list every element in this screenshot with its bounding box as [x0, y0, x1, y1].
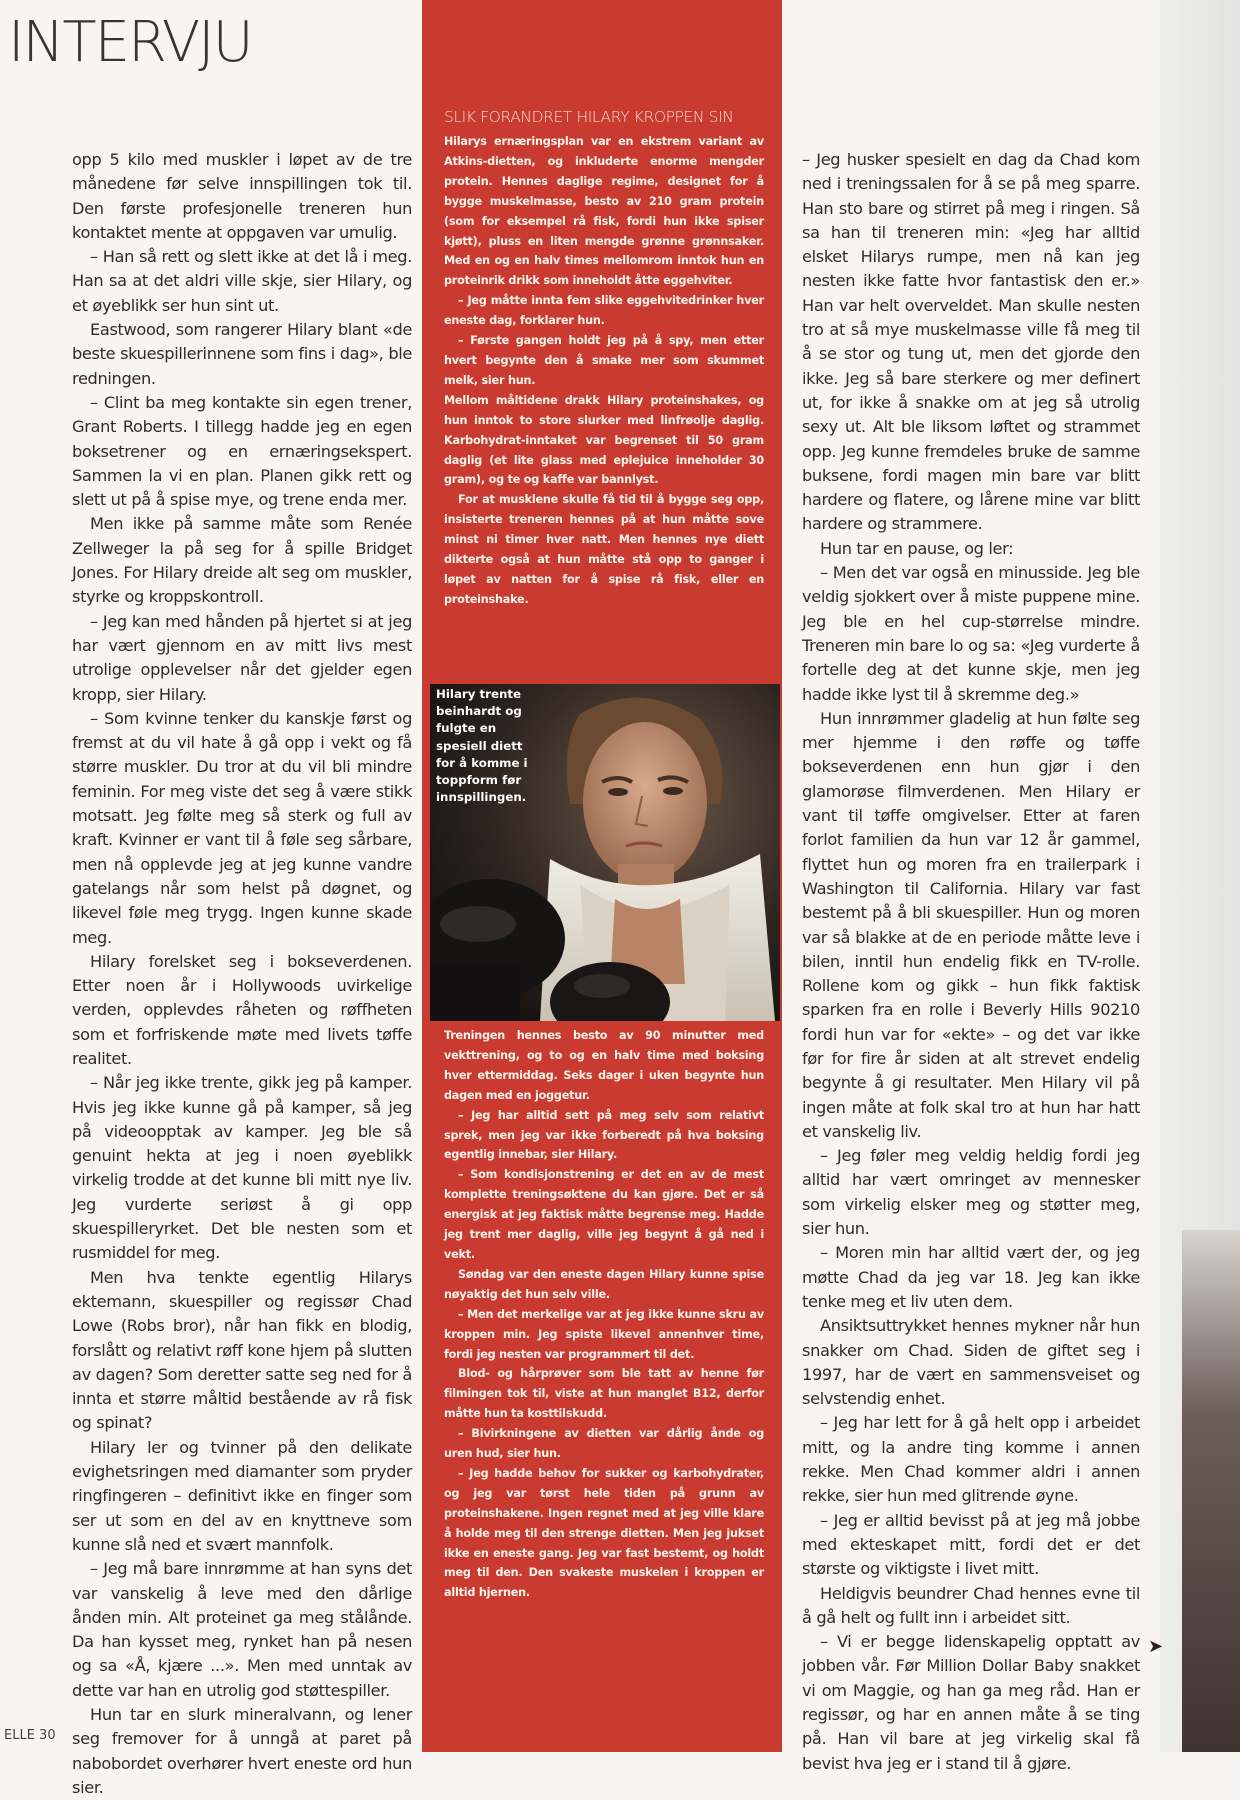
body-paragraph: – Som kvinne tenker du kanskje først og fremst at du vil hate å gå opp i vekt og få større muskler. Du tror at du vil bli mindre feminin. For meg viste det seg å være stikk motsatt. Jeg følte meg så sterk og full av kraft. Kvinner er vant til å føle seg sårbare, men nå opplevde jeg at jeg kunne vandre gatelangs når som helst på døgnet, og likevel føle meg trygg. Ingen kunne skade meg. — [72, 708, 412, 947]
body-paragraph: Hun innrømmer gladelig at hun følte seg mer hjemme i den røffe og tøffe bokseverdenen enn hun gjør i den glamorøse filmverdenen. Men Hilary er vant til tøffe omgivelser. Etter at faren forlot familien da hun var 12 år gammel, flyttet hun og moren fra en trailerpark i Washington til California. Hilary var fast bestemt på å bli skuespiller. Hun og moren var så blakke at de en periode måtte leve i bilen, inntil hun endelig fikk en TV-rolle. Rollene kom og gikk – hun fikk faktisk sparken fra en rolle i Beverly Hills 90210 fordi hun var for «ekte» – og det var ikke før for fire år siden at alt strevet endelig begynte å gi resultater. Men Hilary vil på ingen måte at folk skal tro at hun har hatt et vanskelig liv. — [802, 708, 1140, 1141]
body-paragraph: – Moren min har alltid vært der, og jeg møtte Chad da jeg var 18. Jeg kan ikke tenke meg et liv uten dem. — [802, 1243, 1140, 1311]
body-paragraph: Hun tar en slurk mineralvann, og lener seg fremover for å unngå at paret på nabobordet overhører hvert eneste ord hun sier. — [72, 1705, 412, 1797]
body-paragraph: – Jeg er alltid bevisst på at jeg må jobbe med ekteskapet mitt, fordi det er det største og viktigste i livet mitt. — [802, 1510, 1140, 1579]
body-paragraph: Hilary forelsket seg i bokseverdenen. Etter noen år i Hollywoods uvirkelige verden, opplevdes råheten og røffheten som et forfriskende møte med livets tøffe realitet. — [72, 951, 412, 1068]
sidebar-paragraph: – Jeg måtte innta fem slike eggehvitedrinker hver eneste dag, forklarer hun. — [444, 294, 764, 328]
body-paragraph: – Vi er begge lidenskapelig opptatt av jobben vår. Før Million Dollar Baby snakket vi om Maggie, og han ga meg råd. Han er regissør, og har en annen måte å se ting på. Han vil bare at jeg virkelig skal få bevist hva jeg er i stand til å gjøre. — [802, 1632, 1140, 1773]
right-body-column — [802, 148, 1140, 1776]
body-paragraph: Hilary ler og tvinner på den delikate evighetsringen med diamanter som pryder ringfingeren – definitivt ikke en finger som ser ut som en del av en knyttneve som kunne slå ned et svært mannfolk. — [72, 1437, 412, 1554]
body-paragraph: Eastwood, som rangerer Hilary blant «de beste skuespillerinnene som fins i dag», ble redningen. — [72, 320, 412, 388]
sidebar-paragraph: Mellom måltidene drakk Hilary proteinshakes, og hun inntok to store slurker med linfrøolje daglig. Karbohydrat-inntaket var begrenset til 50 gram daglig (et lite glass med eplejuice inneholder 30 gram), og te og kaffe var bannlyst. — [444, 393, 764, 487]
body-paragraph: – Jeg kan med hånden på hjertet si at jeg har vært gjennom en av mitt livs mest utrolige opplevelser når det gjelder egen kropp, sier Hilary. — [72, 611, 412, 704]
sidebar-top-text — [444, 132, 764, 610]
body-paragraph: opp 5 kilo med muskler i løpet av de tre månedene før selve innspillingen tok til. Den første profesjonelle treneren hun kontaktet mente at oppgaven var umulig. — [72, 150, 412, 242]
body-paragraph: Hun tar en pause, og ler: — [820, 538, 1014, 558]
sidebar-heading: SLIK FORANDRET HILARY KROPPEN SIN — [444, 108, 734, 126]
page-folio: ELLE 30 — [4, 1728, 56, 1743]
adjacent-page-photo-edge — [1182, 1230, 1240, 1752]
body-paragraph: – Jeg husker spesielt en dag da Chad kom ned i treningssalen for å se på meg sparre. Han sto bare og stirret på meg i ringen. Så sa han til treneren min: «Jeg har alltid elsket Hilarys rumpe, men nå kan jeg nesten ikke fatte hvor fantastisk den er.» Han var helt overveldet. Man skulle nesten tro at så mye muskelmasse ville få meg til å se stor og tung ut, men det gjorde den ikke. Jeg så bare sterkere og mer definert ut, for ikke å snakke om at jeg så utrolig sexy ut. Alt ble liksom løftet og strammet opp. Jeg kunne fremdeles bruke de samme buksene, fordi magen min bare var blitt hardere og flatere, og lårene mine var blitt hardere og strammere. — [802, 150, 1140, 534]
body-paragraph: Heldigvis beundrer Chad hennes evne til å gå helt og fullt inn i arbeidet sitt. — [802, 1583, 1140, 1627]
body-paragraph: – Når jeg ikke trente, gikk jeg på kamper. Hvis jeg ikke kunne gå på kamper, så jeg på videoopptak av kamper. Jeg ble så genuint hekta at jeg i noen øyeblikk virkelig trodde at det kunne bli mitt nye liv. Jeg vurderte seriøst å gi opp skuespilleryrket. Det ble nesten som et rusmiddel for meg. — [72, 1073, 412, 1263]
sidebar-paragraph: Treningen hennes besto av 90 minutter med vekttrening, og to og en halv time med boksing hver ettermiddag. Seks dager i uken begynte hun dagen med en joggetur. — [444, 1029, 764, 1102]
body-paragraph: Men hva tenkte egentlig Hilarys ektemann, skuespiller og regissør Chad Lowe (Robs bror), når han fikk en blodig, forslått og relativt røff kone hjem på slutten av dagen? Som deretter satte seg ned for å innta et større måltid bestående av rå fisk og spinat? — [72, 1267, 412, 1433]
sidebar-paragraph: Hilarys ernæringsplan var en ekstrem variant av Atkins-dietten, og inkluderte enorme mengder protein. Hennes daglige regime, designet for å bygge muskelmasse, besto av 210 gram protein (som for eksempel rå fisk, fordi hun ikke spiser kjøtt), pluss en liten mengde grønne grønnsaker. Med en og en halv times mellomrom inntok hun en proteinrik drikk som inneholdt åtte eggehviter. — [444, 135, 764, 288]
body-paragraph: – Han så rett og slett ikke at det lå i meg. Han sa at det aldri ville skje, sier Hilary, og et øyeblikk ser hun sint ut. — [72, 247, 412, 315]
sidebar-paragraph: – Jeg hadde behov for sukker og karbohydrater, og jeg var tørst hele tiden på grunn av proteinshakene. Ingen regnet med at jeg ville klare å holde meg til den strenge dietten. Men jeg jukset ikke en eneste gang. Jeg var fast bestemt, og holdt meg til den. Den svakeste muskelen i kroppen er alltid hjernen. — [444, 1466, 764, 1600]
body-paragraph: Men ikke på samme måte som Renée Zellweger la på seg for å spille Bridget Jones. For Hilary dreide alt seg om muskler, styrke og kroppskontroll. — [72, 514, 412, 607]
sidebar-paragraph: Blod- og hårprøver som ble tatt av henne før filmingen tok til, viste at hun manglet B12, derfor måtte hun ta kosttilskudd. — [444, 1367, 764, 1421]
sidebar-paragraph: – Som kondisjonstrening er det en av de mest komplette treningsøktene du kan gjøre. Det er så energisk at jeg faktisk måtte begrense meg. Hadde jeg trent mer daglig, ville jeg begynt å gå ned i vekt. — [444, 1168, 764, 1261]
sidebar-paragraph: – Bivirkningene av dietten var dårlig ånde og uren hud, sier hun. — [444, 1427, 764, 1461]
body-paragraph: – Jeg føler meg veldig heldig fordi jeg alltid har vært omringet av mennesker som virkelig elsker meg og støtter meg, sier hun. — [802, 1146, 1140, 1239]
sidebar-paragraph: For at musklene skulle få tid til å bygge seg opp, insisterte treneren hennes på at hun måtte sove minst ni timer hver natt. Men hennes nye diett dikterte også at hun måtte stå opp to ganger i løpet av natten for å spise rå fisk, eller en proteinshake. — [444, 493, 764, 606]
arrow-right-icon: ➤ — [1148, 1636, 1164, 1656]
sidebar-paragraph: – Men det merkelige var at jeg ikke kunne skru av kroppen min. Jeg spiste likevel annenhver time, fordi jeg nesten var programmert til det. — [444, 1307, 764, 1361]
body-paragraph: – Jeg har lett for å gå helt opp i arbeidet mitt, og la andre ting komme i annen rekke. Men Chad kommer aldri i annen rekke, sier hun med glitrende øyne. — [802, 1413, 1140, 1506]
section-label: INTERVJU — [8, 10, 252, 75]
body-paragraph: Ansiktsuttrykket hennes mykner når hun snakker om Chad. Siden de giftet seg i 1997, har de vært en sammensveiset og selvstendig enhet. — [802, 1316, 1140, 1409]
sidebar-paragraph: – Jeg har alltid sett på meg selv som relativt sprek, men jeg var ikke forberedt på hva boksing egentlig innebar, sier Hilary. — [444, 1108, 764, 1162]
body-paragraph: – Clint ba meg kontakte sin egen trener, Grant Roberts. I tillegg hadde jeg en egen boksetrener og en ernæringsekspert. Sammen la vi en plan. Planen gikk rett og slett ut på å spise mye, og trene enda mer. — [72, 392, 412, 510]
sidebar-paragraph: Søndag var den eneste dagen Hilary kunne spise nøyaktig det hun selv ville. — [444, 1267, 764, 1301]
photo-caption: Hilary trente beinhardt og fulgte en spesiell diett for å komme i toppform før innspillingen. — [436, 687, 528, 805]
body-paragraph: – Men det var også en minusside. Jeg ble veldig sjokkert over å miste puppene mine. Jeg ble en hel cup-størrelse mindre. Treneren min bare lo og sa: «Jeg vurderte å fortelle deg at det kunne skje, men jeg hadde ikke lyst til å skremme deg.» — [802, 563, 1140, 704]
sidebar-bottom-text — [444, 1026, 764, 1603]
left-body-column — [72, 148, 412, 1800]
sidebar-paragraph: – Første gangen holdt jeg på å spy, men etter hvert begynte den å smake mer som skummet melk, sier hun. — [444, 334, 764, 387]
body-paragraph: – Jeg må bare innrømme at han syns det var vanskelig å leve med den dårlige ånden min. Alt proteinet ga meg stålånde. Da han kysset meg, rynket han på nesen og sa «Å, kjære ...». Men med unntak av dette var han en utrolig god støttespiller. — [72, 1559, 412, 1700]
